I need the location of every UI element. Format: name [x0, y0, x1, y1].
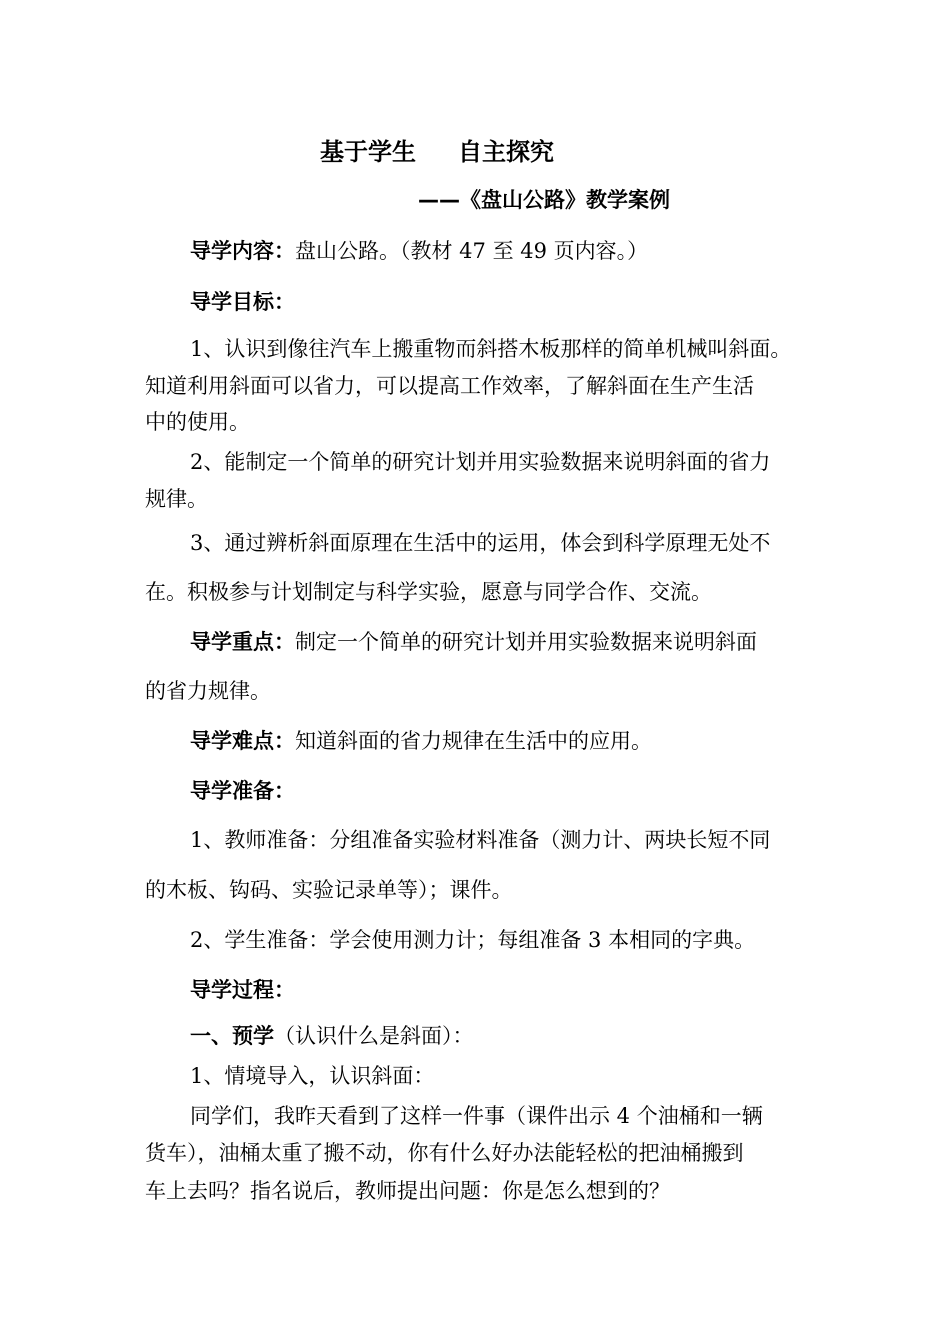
step-1-heading: 1、情境导入，认识斜面： [190, 1064, 435, 1088]
key-point-line-2: 的省力规律。 [145, 679, 271, 703]
difficulty-line [190, 727, 860, 755]
title-part-2: 自主探究 [458, 138, 554, 166]
process-label: 导学过程： [190, 978, 295, 1002]
document-subtitle: ——《盘山公路》教学案例 [418, 188, 670, 212]
preparation-label: 导学准备： [190, 779, 295, 803]
goal-1-line-2: 知道利用斜面可以省力，可以提高工作效率，了解斜面在生产生活 [145, 374, 754, 398]
section-1-text: （认识什么是斜面）： [274, 1024, 474, 1048]
paragraph-line-3: 车上去吗？指名说后，教师提出问题：你是怎么想到的？ [145, 1179, 670, 1203]
section-1-label: 一、预学 [190, 1024, 274, 1048]
goal-1-line-3: 中的使用。 [145, 410, 250, 434]
goal-2-line-1: 2、能制定一个简单的研究计划并用实验数据来说明斜面的省力 [190, 450, 771, 474]
goal-1-line-1: 1、认识到像往汽车上搬重物而斜搭木板那样的简单机械叫斜面。 [190, 337, 792, 361]
preparation-1-line-1: 1、教师准备：分组准备实验材料准备（测力计、两块长短不同 [190, 828, 771, 852]
key-point-label: 导学重点： [190, 630, 295, 654]
goals-label: 导学目标： [190, 290, 295, 314]
key-point-text: 制定一个简单的研究计划并用实验数据来说明斜面 [295, 630, 757, 654]
document-title [320, 137, 554, 167]
difficulty-text: 知道斜面的省力规律在生活中的应用。 [295, 729, 652, 753]
difficulty-label: 导学难点： [190, 729, 295, 753]
title-part-1: 基于学生 [320, 138, 416, 166]
preparation-1-line-2: 的木板、钩码、实验记录单等）；课件。 [145, 878, 513, 902]
paragraph-line-1: 同学们，我昨天看到了这样一件事（课件出示 4 个油桶和一辆 [190, 1104, 763, 1128]
content-label: 导学内容： [190, 239, 295, 263]
goal-3-line-2: 在。积极参与计划制定与科学实验，愿意与同学合作、交流。 [145, 580, 712, 604]
goal-2-line-2: 规律。 [145, 487, 208, 511]
content-text: 盘山公路。（教材 47 至 49 页内容。） [295, 239, 649, 263]
content-line [190, 237, 860, 265]
key-point-line [190, 628, 860, 656]
paragraph-line-2: 货车），油桶太重了搬不动，你有什么好办法能轻松的把油桶搬到 [145, 1141, 744, 1165]
section-1-heading [190, 1022, 860, 1050]
goal-3-line-1: 3、通过辨析斜面原理在生活中的运用，体会到科学原理无处不 [190, 531, 771, 555]
preparation-2-line: 2、学生准备：学会使用测力计；每组准备 3 本相同的字典。 [190, 928, 756, 952]
